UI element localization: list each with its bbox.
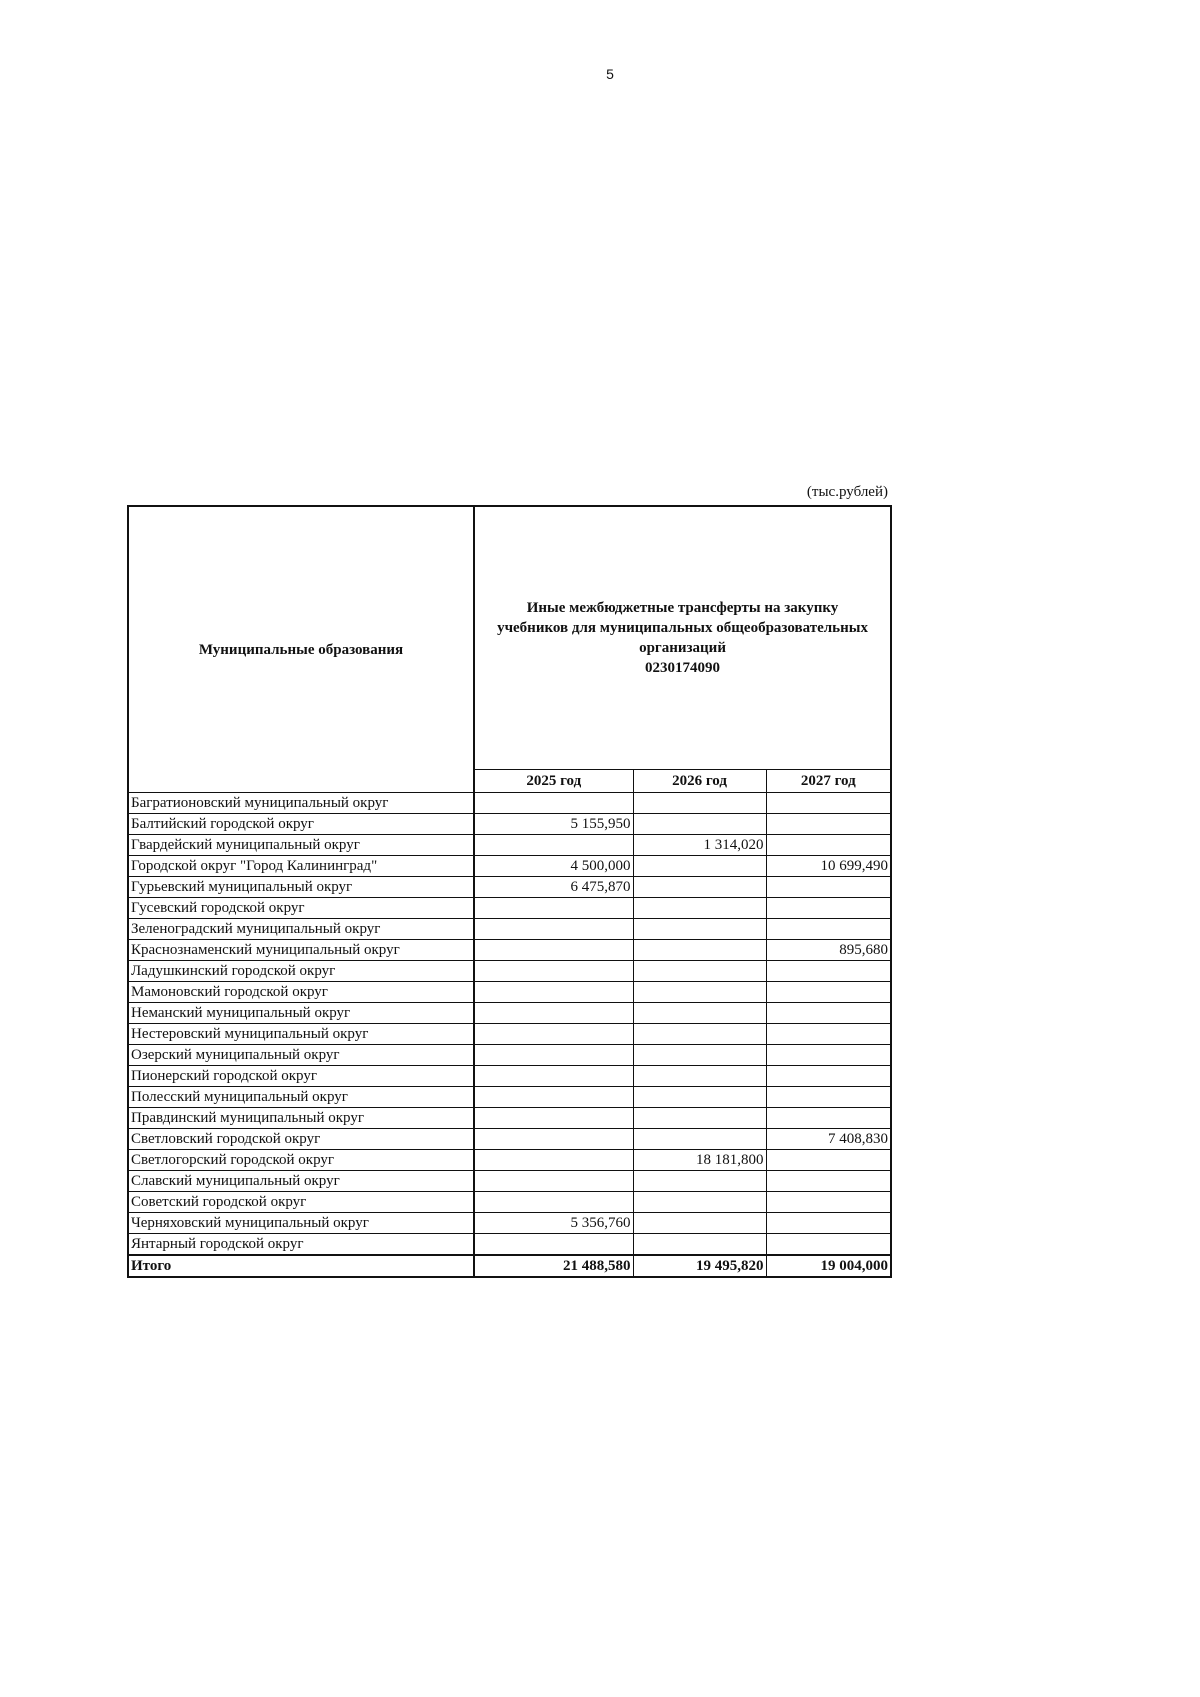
table-row [128, 940, 891, 961]
amount-2025 [474, 1003, 633, 1024]
amount-2027: 7 408,830 [766, 1129, 891, 1150]
amount-2025 [474, 898, 633, 919]
year-header-2026: 2026 год [633, 770, 766, 793]
municipality-name: Краснознаменский муниципальный округ [128, 940, 474, 961]
transfer-header-line: организаций [639, 640, 726, 656]
amount-2026 [633, 1213, 766, 1234]
amount-2025 [474, 835, 633, 856]
municipality-name: Янтарный городской округ [128, 1234, 474, 1256]
transfer-header-line: учебников для муниципальных общеобразовательных [497, 620, 868, 636]
table-row [128, 793, 891, 814]
amount-2025 [474, 1108, 633, 1129]
municipality-name: Славский муниципальный округ [128, 1171, 474, 1192]
table-row [128, 1213, 891, 1234]
table-row [128, 919, 891, 940]
amount-2026 [633, 1192, 766, 1213]
amount-2025 [474, 1087, 633, 1108]
units-label: (тыс.рублей) [806, 484, 888, 500]
table-row [128, 835, 891, 856]
amount-2026 [633, 814, 766, 835]
municipality-name: Правдинский муниципальный округ [128, 1108, 474, 1129]
table-row [128, 898, 891, 919]
amount-2026 [633, 1171, 766, 1192]
amount-2025 [474, 940, 633, 961]
table-row [128, 1192, 891, 1213]
municipality-name: Озерский муниципальный округ [128, 1045, 474, 1066]
transfers-table [127, 505, 892, 1278]
budget-code: 0230174090 [645, 660, 721, 676]
amount-2027 [766, 1045, 891, 1066]
amount-2026 [633, 1003, 766, 1024]
amount-2027 [766, 835, 891, 856]
amount-2025 [474, 1129, 633, 1150]
amount-2026 [633, 1045, 766, 1066]
amount-2027 [766, 1003, 891, 1024]
amount-2025: 6 475,870 [474, 877, 633, 898]
amount-2027 [766, 877, 891, 898]
amount-2026 [633, 1066, 766, 1087]
total-2026: 19 495,820 [633, 1255, 766, 1277]
amount-2025 [474, 919, 633, 940]
table-row [128, 856, 891, 877]
amount-2025 [474, 1066, 633, 1087]
amount-2027 [766, 1150, 891, 1171]
amount-2025 [474, 1171, 633, 1192]
table-row [128, 1066, 891, 1087]
amount-2025 [474, 1150, 633, 1171]
municipality-name: Балтийский городской округ [128, 814, 474, 835]
table-row [128, 961, 891, 982]
amount-2026 [633, 1234, 766, 1256]
municipality-name: Ладушкинский городской округ [128, 961, 474, 982]
transfer-header-line: Иные межбюджетные трансферты на закупку [526, 600, 839, 616]
amount-2026 [633, 940, 766, 961]
municipality-name: Гусевский городской округ [128, 898, 474, 919]
page-number: 5 [606, 66, 614, 82]
amount-2026 [633, 1108, 766, 1129]
municipality-name: Зеленоградский муниципальный округ [128, 919, 474, 940]
year-header-2025: 2025 год [474, 770, 633, 793]
amount-2027 [766, 1171, 891, 1192]
amount-2026 [633, 1129, 766, 1150]
total-2027: 19 004,000 [766, 1255, 891, 1277]
amount-2026: 1 314,020 [633, 835, 766, 856]
amount-2025: 5 356,760 [474, 1213, 633, 1234]
municipality-name: Светловский городской округ [128, 1129, 474, 1150]
amount-2027: 10 699,490 [766, 856, 891, 877]
table-row [128, 814, 891, 835]
table-row [128, 877, 891, 898]
amount-2026 [633, 919, 766, 940]
municipality-name: Городской округ "Город Калининград" [128, 856, 474, 877]
municipality-name: Гурьевский муниципальный округ [128, 877, 474, 898]
municipality-name: Неманский муниципальный округ [128, 1003, 474, 1024]
table-row [128, 1087, 891, 1108]
amount-2027 [766, 1213, 891, 1234]
table-row [128, 1108, 891, 1129]
table-header [128, 506, 891, 793]
municipality-name: Светлогорский городской округ [128, 1150, 474, 1171]
amount-2027 [766, 1024, 891, 1045]
table-body [128, 793, 891, 1278]
total-2025: 21 488,580 [474, 1255, 633, 1277]
amount-2026 [633, 856, 766, 877]
amount-2027 [766, 919, 891, 940]
table-row [128, 1171, 891, 1192]
transfers-table-container [127, 505, 890, 1278]
amount-2026: 18 181,800 [633, 1150, 766, 1171]
transfer-group-header [474, 506, 891, 770]
amount-2027 [766, 982, 891, 1003]
municipality-name: Багратионовский муниципальный округ [128, 793, 474, 814]
amount-2027 [766, 1108, 891, 1129]
amount-2027 [766, 1087, 891, 1108]
amount-2025 [474, 982, 633, 1003]
municipality-column-header: Муниципальные образования [128, 506, 474, 793]
year-header-2027: 2027 год [766, 770, 891, 793]
amount-2025 [474, 961, 633, 982]
amount-2027 [766, 1066, 891, 1087]
table-row [128, 1024, 891, 1045]
amount-2026 [633, 1087, 766, 1108]
amount-2027 [766, 961, 891, 982]
municipality-name: Пионерский городской округ [128, 1066, 474, 1087]
amount-2025: 5 155,950 [474, 814, 633, 835]
amount-2026 [633, 1024, 766, 1045]
amount-2027 [766, 1192, 891, 1213]
table-row [128, 1003, 891, 1024]
amount-2027 [766, 814, 891, 835]
amount-2026 [633, 898, 766, 919]
amount-2026 [633, 877, 766, 898]
municipality-name: Полесский муниципальный округ [128, 1087, 474, 1108]
amount-2027 [766, 793, 891, 814]
table-row [128, 1234, 891, 1256]
amount-2025 [474, 1192, 633, 1213]
table-row [128, 1129, 891, 1150]
municipality-name: Гвардейский муниципальный округ [128, 835, 474, 856]
municipality-name: Черняховский муниципальный округ [128, 1213, 474, 1234]
municipality-name: Нестеровский муниципальный округ [128, 1024, 474, 1045]
amount-2026 [633, 793, 766, 814]
amount-2025 [474, 793, 633, 814]
table-row [128, 982, 891, 1003]
amount-2025 [474, 1024, 633, 1045]
amount-2025 [474, 1045, 633, 1066]
amount-2026 [633, 961, 766, 982]
total-row [128, 1255, 891, 1277]
amount-2025: 4 500,000 [474, 856, 633, 877]
table-row [128, 1150, 891, 1171]
amount-2027 [766, 1234, 891, 1256]
amount-2025 [474, 1234, 633, 1256]
table-row [128, 1045, 891, 1066]
municipality-name: Советский городской округ [128, 1192, 474, 1213]
total-label: Итого [128, 1255, 474, 1277]
amount-2027: 895,680 [766, 940, 891, 961]
municipality-name: Мамоновский городской округ [128, 982, 474, 1003]
amount-2026 [633, 982, 766, 1003]
amount-2027 [766, 898, 891, 919]
